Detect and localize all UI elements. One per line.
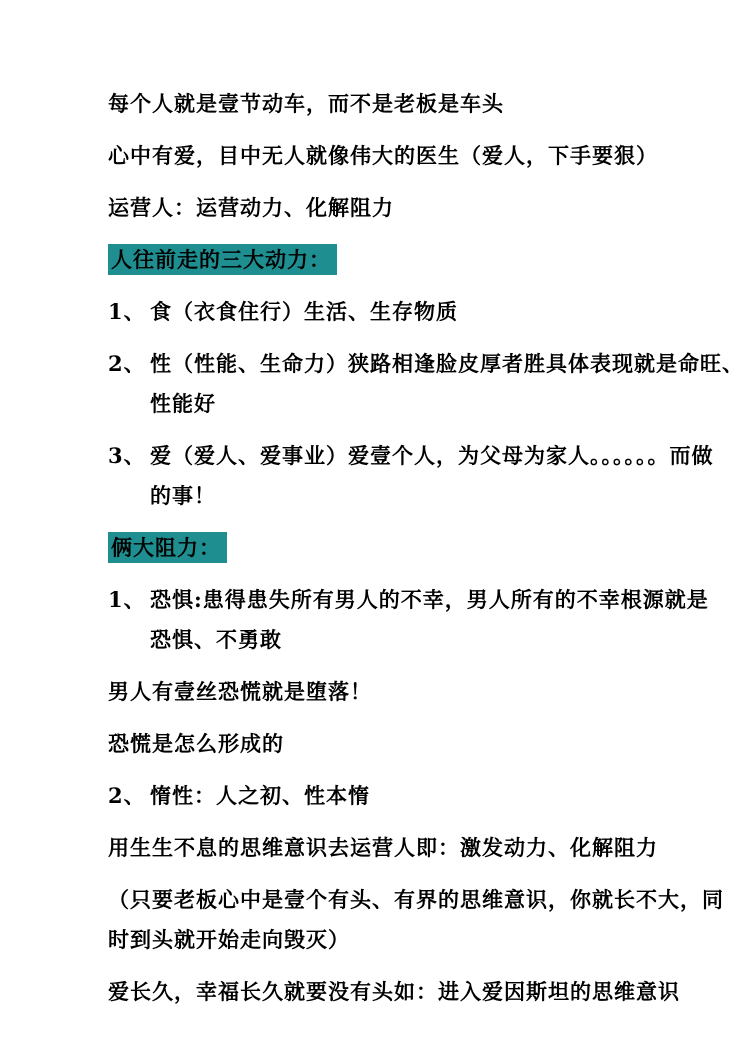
list-item-body bbox=[150, 344, 744, 424]
paragraph-text: 每个人就是壹节动车，而不是老板是车头 bbox=[108, 91, 504, 116]
paragraph bbox=[108, 84, 644, 124]
highlighted-heading-text: 人往前走的三大动力： bbox=[108, 244, 337, 275]
section-heading-resistances bbox=[108, 528, 644, 568]
paragraph-text: 心中有爱，目中无人就像伟大的医生（爱人，下手要狠） bbox=[108, 143, 658, 168]
list-item bbox=[108, 776, 644, 816]
list-number: 3、 bbox=[108, 443, 146, 468]
paragraph-text: 用生生不息的思维意识去运营人即：激发动力、化解阻力 bbox=[108, 835, 658, 860]
list-item-text: 性能好 bbox=[150, 391, 216, 416]
list-item-body bbox=[150, 436, 714, 516]
list-item-body bbox=[150, 776, 644, 816]
paragraph-text: （只要老板心中是壹个有头、有界的思维意识，你就长不大，同 bbox=[108, 887, 724, 912]
list-item-text: 惰性：人之初、性本惰 bbox=[150, 783, 370, 808]
paragraph bbox=[108, 672, 644, 712]
list-number: 1、 bbox=[108, 587, 146, 612]
list-number: 2、 bbox=[108, 351, 146, 376]
list-number: 2、 bbox=[108, 783, 146, 808]
paragraph bbox=[108, 724, 644, 764]
paragraph-text: 恐慌是怎么形成的 bbox=[108, 731, 284, 756]
paragraph bbox=[108, 972, 680, 1012]
list-item-text: 的事！ bbox=[150, 483, 216, 508]
paragraph-text: 运营人：运营动力、化解阻力 bbox=[108, 195, 394, 220]
section-heading-motivations bbox=[108, 240, 644, 280]
list-item bbox=[108, 580, 709, 660]
list-item-text: 恐惧、不勇敢 bbox=[150, 627, 282, 652]
paragraph-text: 爱长久，幸福长久就要没有头如：进入爱因斯坦的思维意识 bbox=[108, 979, 680, 1004]
list-item-body bbox=[150, 292, 644, 332]
paragraph bbox=[108, 188, 644, 228]
list-item bbox=[108, 436, 714, 516]
list-item bbox=[108, 344, 744, 424]
list-item-text: 恐惧:患得患失所有男人的不幸，男人所有的不幸根源就是 bbox=[150, 587, 709, 612]
list-item-text: 性（性能、生命力）狭路相逢脸皮厚者胜具体表现就是命旺、 bbox=[150, 351, 744, 376]
paragraph-text: 男人有壹丝恐慌就是堕落！ bbox=[108, 679, 372, 704]
paragraph bbox=[108, 880, 724, 960]
list-number: 1、 bbox=[108, 299, 146, 324]
paragraph-text: 时到头就开始走向毁灭） bbox=[108, 927, 350, 952]
list-item-text: 食（衣食住行）生活、生存物质 bbox=[150, 299, 458, 324]
highlighted-heading-text: 俩大阻力： bbox=[108, 532, 227, 563]
paragraph bbox=[108, 828, 658, 868]
list-item-text: 爱（爱人、爱事业）爱壹个人，为父母为家人。。。。。。而做 bbox=[150, 443, 714, 468]
paragraph bbox=[108, 136, 658, 176]
list-item bbox=[108, 292, 644, 332]
list-item-body bbox=[150, 580, 709, 660]
